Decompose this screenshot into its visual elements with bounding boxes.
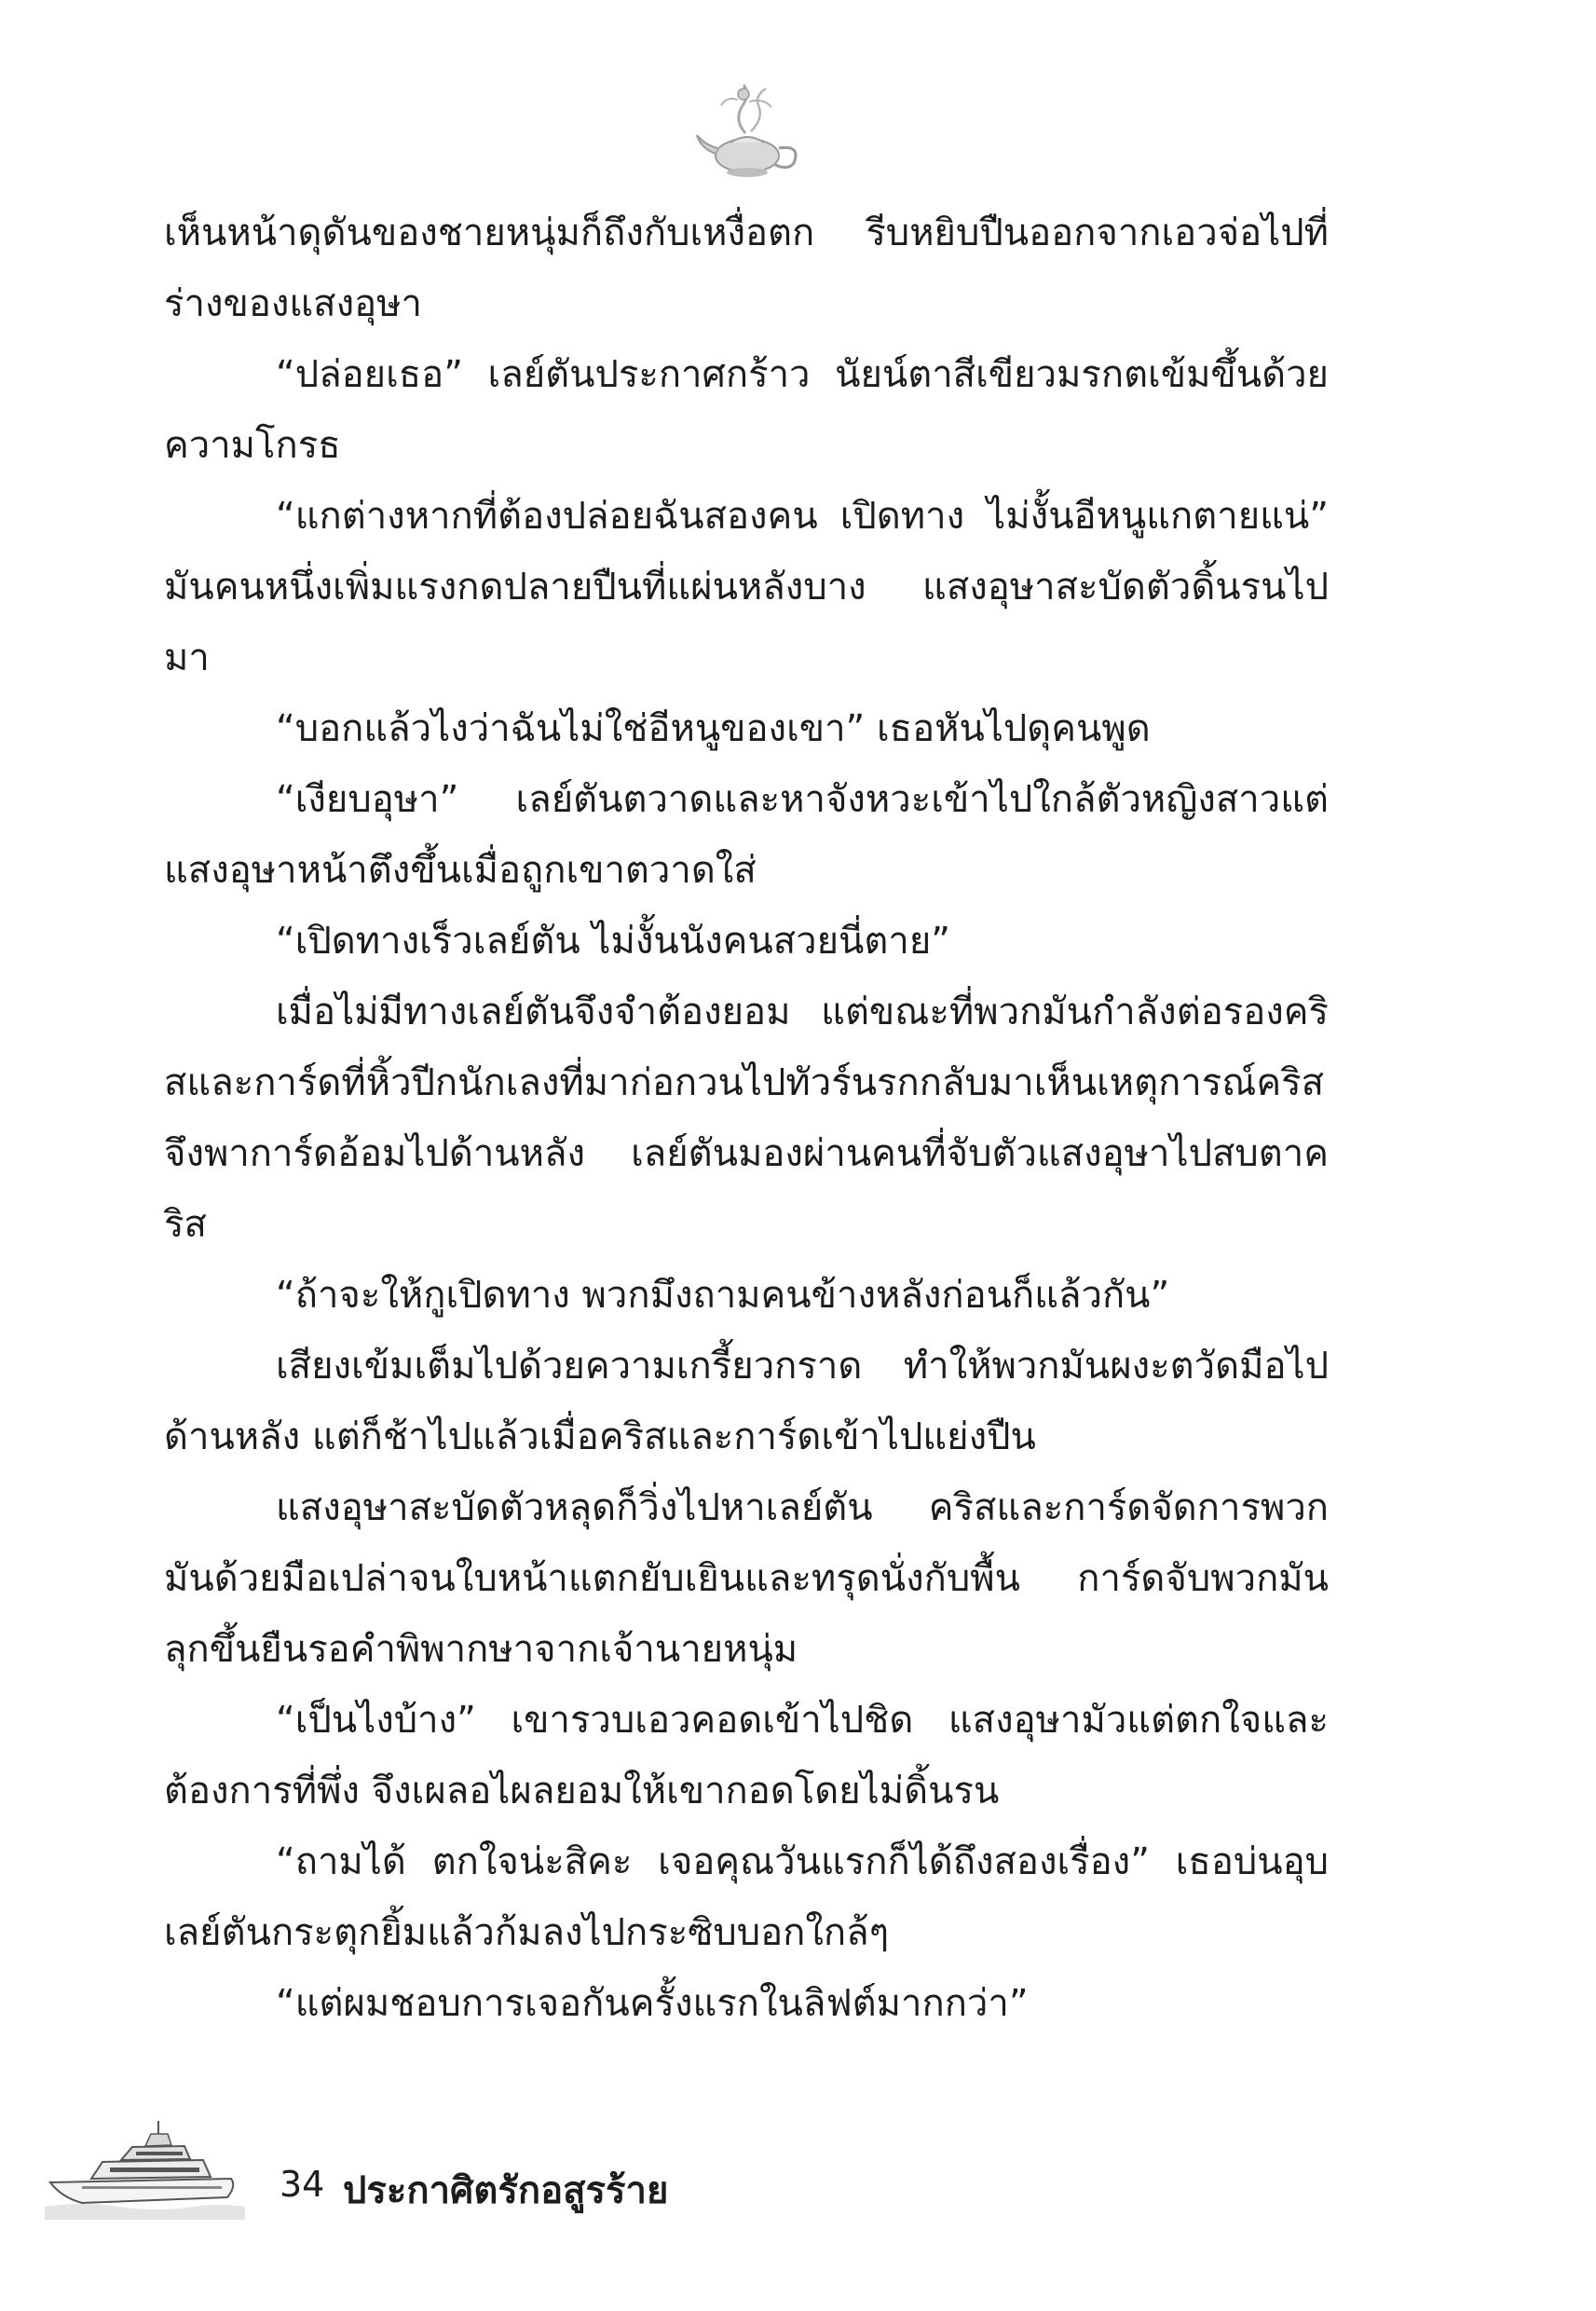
paragraph: “ถ้าจะให้กูเปิดทาง พวกมึงถามคนข้างหลังก่อนก็แล้วกัน” — [276, 1274, 1170, 1317]
paragraph: “เงียบอุษา” เลย์ตันตวาดและหาจังหวะเข้าไปใกล้ตัวหญิงสาวแต่แสงอุษาหน้าตึงขึ้นเมื่อถูกเขาตวาดใส่ — [164, 778, 1329, 892]
paragraph: เห็นหน้าดุดันของชายหนุ่มก็ถึงกับเหงื่อตก รีบหยิบปืนออกจากเอวจ่อไปที่ร่างของแสงอุษา — [164, 212, 1329, 325]
paragraph: “บอกแล้วไงว่าฉันไม่ใช่อีหนูของเขา” เธอหันไปดุคนพูด — [276, 707, 1151, 750]
paragraph: เสียงเข้มเต็มไปด้วยความเกรี้ยวกราด ทำให้พวกมันผงะตวัดมือไปด้านหลัง แต่ก็ช้าไปแล้วเมื่อคริสและการ์ดเข้าไปแย่งปืน — [164, 1345, 1329, 1458]
paragraph: “ถามได้ ตกใจน่ะสิคะ เจอคุณวันแรกก็ได้ถึงสองเรื่อง” เธอบ่นอุบเลย์ตันกระตุกยิ้มแล้วก้มลงไปกระซิบบอกใกล้ๆ — [164, 1840, 1329, 1954]
paragraph: เมื่อไม่มีทางเลย์ตันจึงจำต้องยอม แต่ขณะที่พวกมันกำลังต่อรองคริสและการ์ดที่หิ้วปีกนักเลงที่มาก่อกวนไปทัวร์นรกกลับมาเห็นเหตุการณ์คริสจึงพาการ์ดอ้อมไปด้านหลัง เลย์ตันมองผ่านคนที่จับตัวแสงอุษาไปสบตาคริส — [164, 991, 1329, 1246]
teapot-fairy-ornament-icon — [689, 79, 811, 186]
paragraph: “เป็นไงบ้าง” เขารวบเอวคอดเข้าไปชิด แสงอุษามัวแต่ตกใจและต้องการที่พึ่ง จึงเผลอไผลยอมให้เขากอดโดยไม่ดิ้นรน — [164, 1699, 1329, 1812]
paragraph: “แต่ผมชอบการเจอกันครั้งแรกในลิฟต์มากกว่า” — [276, 1982, 1029, 2025]
page-number: 34 — [280, 2164, 325, 2205]
paragraph: “แกต่างหากที่ต้องปล่อยฉันสองคน เปิดทาง ไม่งั้นอีหนูแกตายแน่” มันคนหนึ่งเพิ่มแรงกดปลายปืนที่แผ่นหลังบาง แสงอุษาสะบัดตัวดิ้นรนไปมา — [164, 495, 1329, 679]
page-footer — [45, 2117, 1163, 2220]
chapter-text — [164, 198, 1329, 2039]
book-title: ประกาศิตรักอสูรร้าย — [343, 2169, 669, 2212]
yacht-icon — [45, 2117, 245, 2220]
paragraph: แสงอุษาสะบัดตัวหลุดก็วิ่งไปหาเลย์ตัน คริสและการ์ดจัดการพวกมันด้วยมือเปล่าจนใบหน้าแตกยับเยินและทรุดนั่งกับพื้น การ์ดจับพวกมันลุกขึ้นยืนรอคำพิพากษาจากเจ้านายหนุ่ม — [164, 1486, 1329, 1671]
paragraph: “เปิดทางเร็วเลย์ตัน ไม่งั้นนังคนสวยนี่ตาย” — [276, 920, 950, 963]
paragraph: “ปล่อยเธอ” เลย์ตันประกาศกร้าว นัยน์ตาสีเขียวมรกตเข้มขึ้นด้วยความโกรธ — [164, 353, 1329, 467]
